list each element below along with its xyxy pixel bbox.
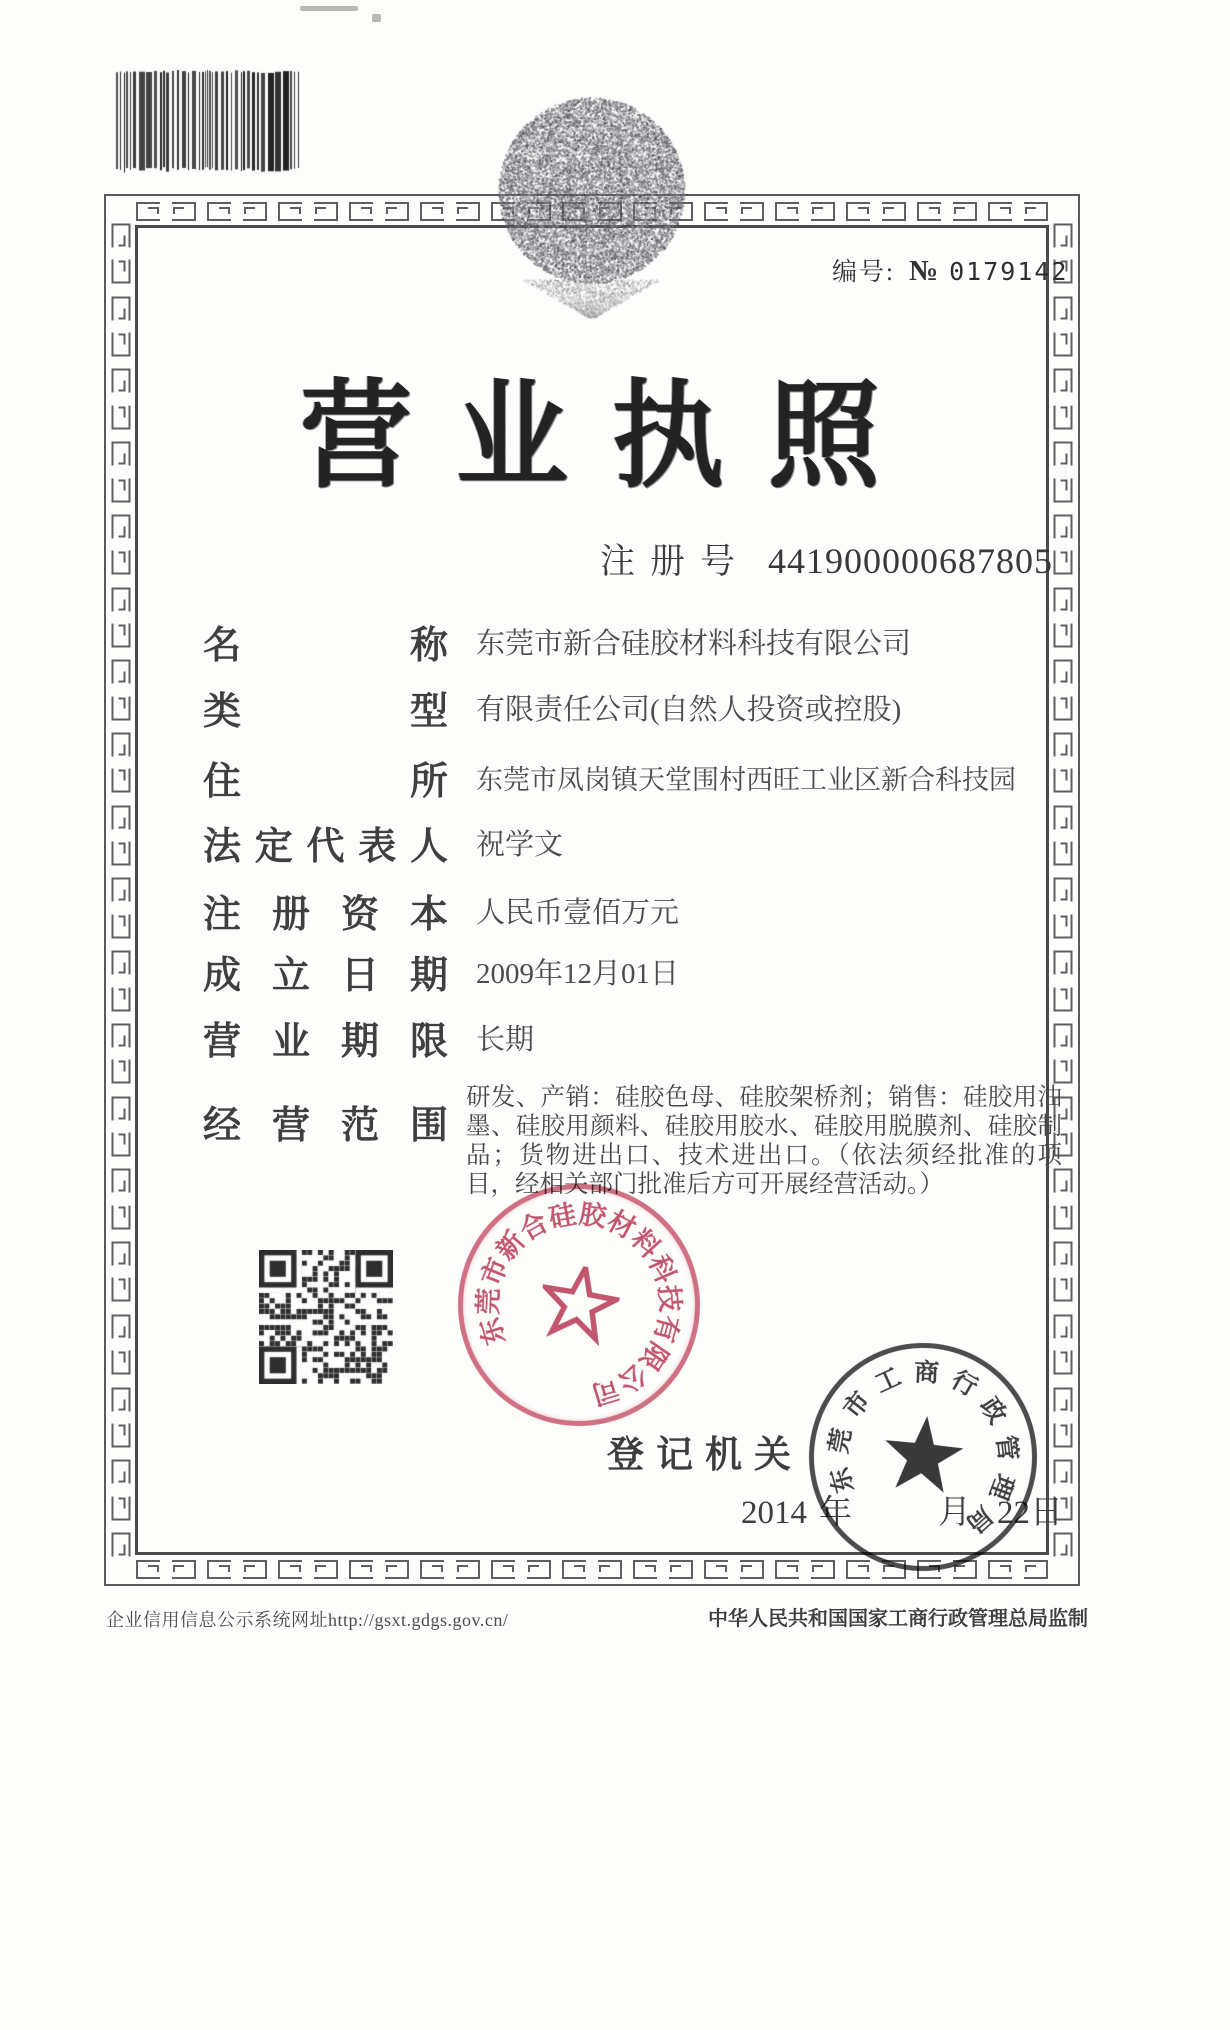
field-row-legal-representative: [0, 815, 1230, 868]
field-label: 名 称: [203, 625, 448, 667]
registration-number-line: [600, 534, 1053, 584]
field-label: 成 立 日 期: [203, 955, 448, 997]
field-value: 人民币壹佰万元: [476, 897, 680, 929]
scan-smudge: [372, 14, 381, 22]
registration-number-value: 441900000687805: [768, 541, 1054, 581]
date-month-unit: 月: [938, 1495, 971, 1531]
registrar-label: 登 记 机 关: [607, 1435, 791, 1476]
field-value: 2009年12月01日: [476, 958, 680, 990]
footer-issuing-authority: 中华人民共和国国家工商行政管理总局监制: [708, 1608, 1088, 1630]
field-label: 注 册 资 本: [203, 894, 448, 936]
field-row-name: [0, 614, 1230, 667]
field-label: 营 业 期 限: [203, 1021, 448, 1063]
field-value: 东莞市凤岗镇天堂围村西旺工业区新合科技园: [476, 765, 1016, 795]
company-red-seal: 东 莞 市 新 合 硅 胶 材 料 科 技 有 限 公 司: [415, 1141, 742, 1468]
registry-black-seal: 东 莞 市 工 商 行 政 管 理 局: [782, 1316, 1064, 1598]
field-row-type: [0, 680, 1230, 733]
field-value: 长期: [476, 1024, 535, 1056]
serial-number-line: [832, 252, 1068, 288]
date-year: 2014: [741, 1495, 807, 1531]
field-row-address: [0, 750, 1230, 803]
serial-number: 0179142: [949, 257, 1069, 286]
field-value: 东莞市新合硅胶材料科技有限公司: [476, 628, 912, 660]
field-label: 法 定 代 表 人: [203, 826, 448, 868]
field-label: 经 营 范 围: [203, 1105, 448, 1147]
field-value: 祝学文: [476, 829, 564, 861]
field-value: 有限责任公司(自然人投资或控股): [476, 694, 902, 726]
barcode: [114, 66, 304, 174]
business-scope-text: 研发、产销：硅胶色母、硅胶架桥剂；销售：硅胶用油墨、硅胶用颜料、硅胶用胶水、硅胶用脱膜剂、硅胶制品；货物进出口、技术进出口。（依法须经批准的项目，经相关部门批准后方可开展经营活动。）: [466, 1084, 1062, 1198]
document-title: 营业执照: [300, 372, 924, 502]
field-label: 住 所: [203, 761, 448, 803]
numero-symbol: №: [908, 255, 940, 287]
red-seal-star-icon: [534, 1260, 624, 1350]
field-row-business-term: [0, 1010, 1230, 1063]
footer-public-system-url: 企业信用信息公示系统网址http://gsxt.gdgs.gov.cn/: [106, 1610, 509, 1630]
registration-number-label: 注册号: [600, 542, 751, 581]
serial-label: 编号:: [832, 259, 895, 286]
date-day-unit: 日: [1030, 1495, 1063, 1531]
date-day: 22: [997, 1495, 1030, 1531]
national-emblem: [492, 94, 690, 320]
field-label: 类 型: [203, 691, 448, 733]
date-year-unit: 年: [819, 1495, 852, 1531]
black-seal-star-icon: [876, 1410, 971, 1505]
field-row-establish-date: [0, 944, 1230, 997]
qr-code: [259, 1250, 393, 1384]
field-row-registered-capital: [0, 883, 1230, 936]
scan-smudge: [300, 6, 358, 11]
